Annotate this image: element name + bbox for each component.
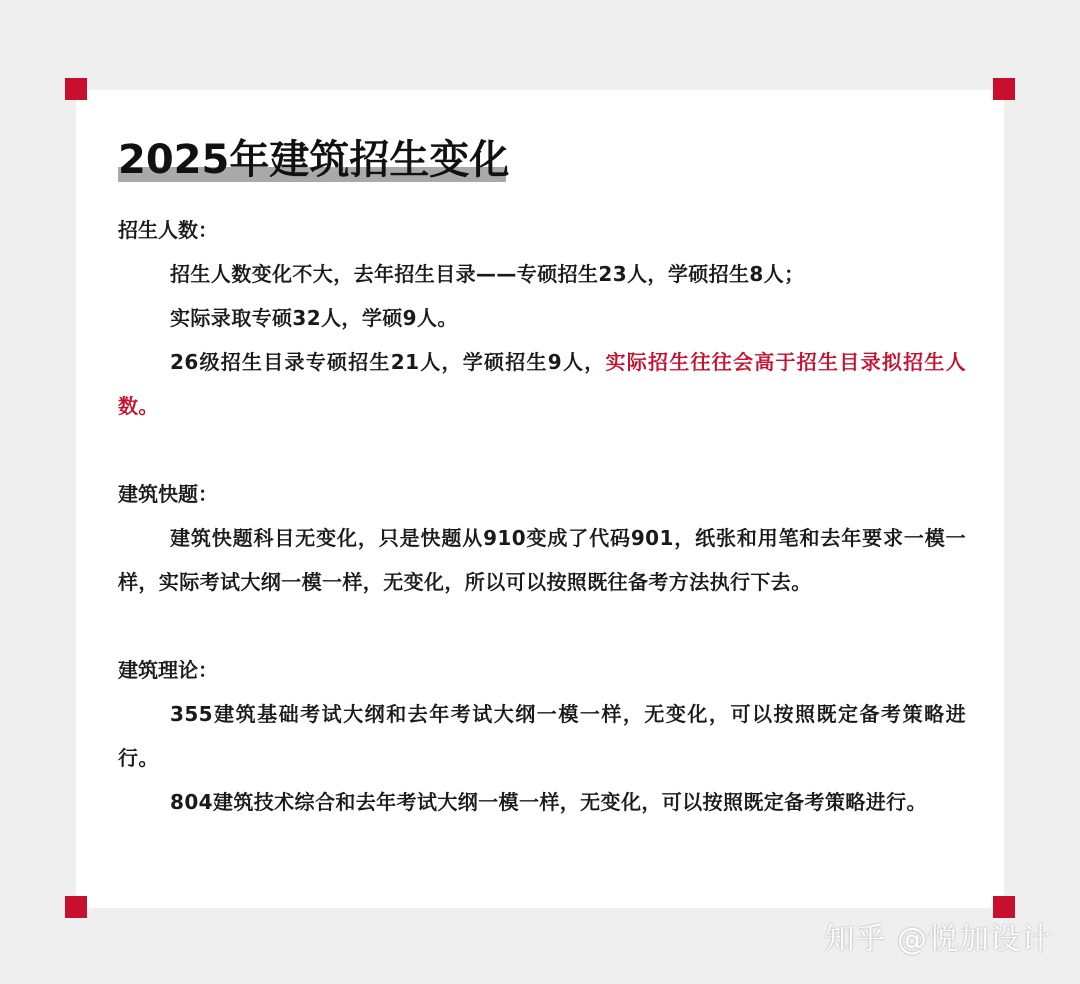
- paragraph-text: 实际录取专硕32人，学硕9人。: [170, 306, 458, 330]
- article-body: [118, 208, 966, 868]
- paragraph: [118, 516, 966, 604]
- corner-mark-bottom-left: [65, 896, 87, 918]
- paragraph-text: 建筑快题科目无变化，只是快题从910变成了代码901，纸张和用笔和去年要求一模一样，实际考试大纲一模一样，无变化，所以可以按照既往备考方法执行下去。: [118, 526, 966, 594]
- paragraph: [118, 252, 966, 296]
- watermark: 知乎 @悦加设计: [824, 922, 1052, 957]
- paragraph-text: 招生人数变化不大，去年招生目录——专硕招生23人，学硕招生8人；: [170, 262, 805, 286]
- paragraph-text: 26级招生目录专硕招生21人，学硕招生9人，: [170, 350, 606, 374]
- section-heading: 建筑理论：: [118, 658, 218, 682]
- page-title: 2025年建筑招生变化: [118, 137, 510, 183]
- paragraph-text: 355建筑基础考试大纲和去年考试大纲一模一样，无变化，可以按照既定备考策略进行。: [118, 702, 966, 770]
- section-heading: 建筑快题：: [118, 482, 218, 506]
- section-design-exam: [118, 472, 966, 604]
- paragraph-text: 804建筑技术综合和去年考试大纲一模一样，无变化，可以按照既定备考策略进行。: [170, 790, 927, 814]
- paragraph: [118, 692, 966, 780]
- paragraph: [118, 296, 966, 340]
- section-enrollment: [118, 208, 966, 428]
- highlighted-text: 实际招生往往会高于招生目录拟招生人数。: [118, 350, 966, 418]
- paragraph: [118, 780, 966, 824]
- section-theory: [118, 648, 966, 824]
- paragraph: [118, 340, 966, 428]
- corner-mark-top-right: [993, 78, 1015, 100]
- section-heading: 招生人数：: [118, 218, 218, 242]
- corner-mark-top-left: [65, 78, 87, 100]
- title-block: [118, 136, 509, 186]
